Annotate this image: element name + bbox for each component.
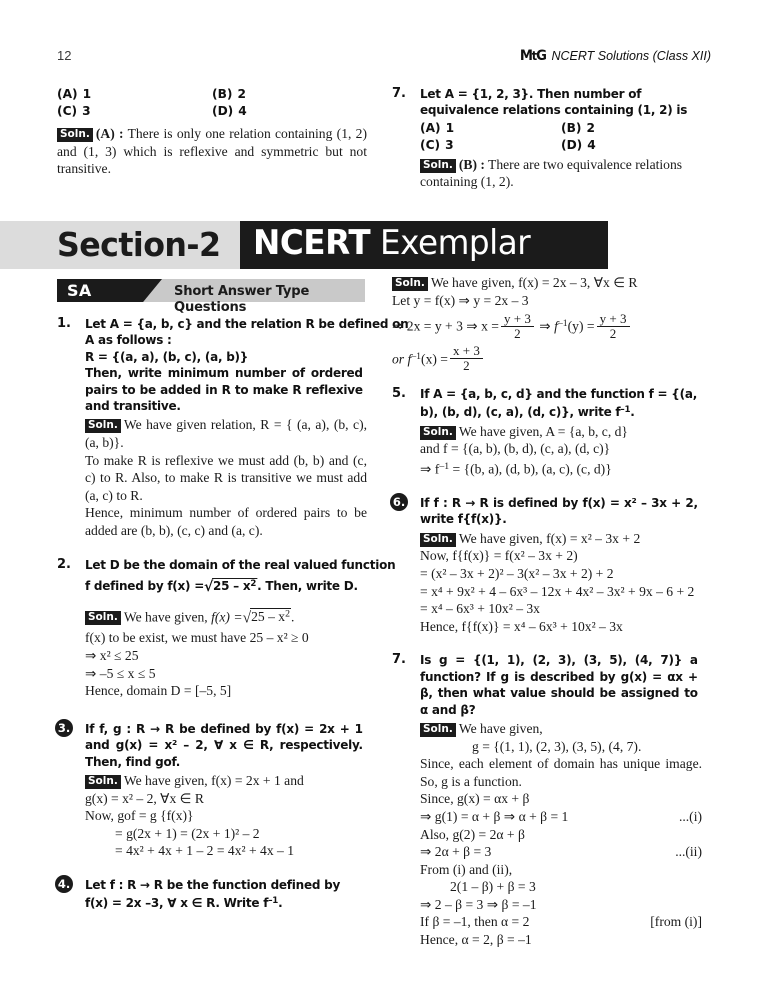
numerator: y + 3: [599, 310, 627, 326]
solution-line: Also, g(2) = 2α + β: [420, 826, 525, 842]
solution-text: We have given,: [123, 609, 208, 625]
equation-ref: ...(i): [678, 808, 702, 824]
exponent: 2: [250, 579, 257, 589]
question-text: If f, g : R → R be defined by f(x) = 2x + 1 and g(x) = x² – 2, ∀ x ∈ R, respectively. Then, find gof.: [85, 721, 363, 769]
section-banner: [0, 221, 768, 269]
question-block-7: [392, 652, 702, 948]
option-a[interactable]: (A) 1: [57, 87, 92, 101]
soln-tag: Soln.: [85, 775, 121, 789]
sa-badge: [57, 279, 365, 315]
solution-block: [85, 416, 367, 539]
soln-tag: Soln.: [85, 419, 121, 433]
solution-answer: (A) :: [95, 126, 124, 141]
solution-line: Let y = f(x) ⇒ y = 2x – 3: [392, 292, 529, 308]
solution-block-4: [392, 274, 702, 374]
solution-line: ⇒ –5 ≤ x ≤ 5: [85, 665, 156, 681]
question-block-3: [57, 721, 367, 860]
fraction: [450, 344, 483, 373]
radicand: 25 – x: [213, 578, 251, 593]
option-c[interactable]: (C) 3: [420, 137, 454, 152]
sa-badge-code: SA: [67, 281, 92, 300]
question-number-badge: 3.: [55, 719, 73, 737]
section-title-light: Exemplar: [380, 223, 531, 263]
soln-tag: Soln.: [85, 611, 121, 625]
fraction: [501, 312, 534, 341]
option-a[interactable]: (A) 1: [420, 120, 455, 135]
solution-line: ⇒ g(1) = α + β ⇒ α + β = 1 ...(i): [420, 808, 702, 824]
question-number: 7.: [392, 652, 406, 668]
question-text: Is g = {(1, 1), (2, 3), (3, 5), (4, 7)} a function? If g is described by g(x) = αx + β, then what value should be assigned to α and β?: [420, 653, 698, 717]
solution-line: To make R is reflexive we must add (b, b) and (c, c) to R. Also, to make R is transitive we must add (a, c) to R.: [85, 452, 367, 503]
solution-block: [420, 530, 702, 636]
question-block-1: [57, 316, 409, 540]
solution-answer: (B) :: [458, 156, 485, 172]
solution-line: ⇒ 2 – β = 3 ⇒ β = –1: [420, 896, 537, 912]
numerator: y + 3: [503, 310, 531, 326]
solution-line: We have given relation, R = { (a, a), (b, c), (a, b)}.: [85, 417, 367, 451]
mcq-options: [420, 120, 702, 154]
solution-line: = x⁴ – 6x³ + 10x² – 3x: [420, 601, 540, 617]
solution-line: [420, 423, 702, 441]
solution-line: Hence, α = 2, β = –1: [420, 932, 532, 948]
soln-tag: Soln.: [57, 128, 93, 142]
radical-icon: $√25 - x^2$: [242, 608, 290, 627]
solution-line: g(x) = x² – 2, ∀x ∈ R: [85, 790, 204, 806]
solution-text: We have given,: [458, 720, 543, 736]
solution-line: = (x² – 3x + 2)² – 3(x² – 3x + 2) + 2: [420, 565, 614, 581]
soln-tag: Soln.: [420, 159, 456, 173]
denominator: 2: [597, 326, 630, 341]
solution-line: Now, f{f(x)} = f(x² – 3x + 2): [420, 548, 578, 564]
soln-tag: Soln.: [420, 723, 456, 737]
solution-block: [85, 604, 367, 700]
solution-line: g = {(1, 1), (2, 3), (3, 5), (4, 7).: [472, 738, 642, 754]
equation-ref: ...(ii): [675, 844, 702, 860]
solution-line: ⇒ 2x = y + 3 ⇒ x = $\frac{y + 3}{2}$ ⇒ $f^{-1}(y)$ = $\frac{y + 3}{2}$: [392, 309, 702, 341]
solution-line: [420, 530, 702, 548]
option-b[interactable]: (B) 2: [212, 87, 246, 101]
option-row: [420, 120, 702, 137]
question-block-4: [57, 877, 367, 912]
fraction: [597, 312, 630, 341]
solution-line: From (i) and (ii),: [420, 861, 513, 877]
page-number: 12: [57, 48, 72, 63]
question-text: [85, 557, 396, 598]
solution-line: = 4x² + 4x + 1 – 2 = 4x² + 4x – 1: [115, 843, 295, 859]
question-block-5: [392, 386, 702, 478]
solution-text: We have given, f(x) = 2x – 3, ∀x ∈ R: [430, 275, 638, 290]
formula-rhs: . Then, write D.: [257, 578, 358, 593]
exponent: –1: [620, 405, 631, 416]
option-d[interactable]: (D) 4: [212, 104, 247, 118]
left-column-continuation: [57, 86, 367, 178]
question-text: If f : R → R is defined by f(x) = x² – 3x + 2, write f{f(x)}.: [420, 495, 698, 527]
page-header: [57, 48, 711, 66]
question-number: 2.: [57, 556, 71, 572]
solution-line: or $f^{-1}(x)$ = $\frac{x + 3}{2}$: [392, 342, 702, 374]
mcq-options-continued: [57, 86, 367, 120]
numerator: x + 3: [452, 343, 480, 359]
solution-line: = x⁴ + 9x² + 4 – 6x³ – 12x + 4x² – 3x² + 9x – 6 + 2: [420, 583, 695, 599]
option-row: [420, 137, 702, 154]
mtg-logo-icon: MtG: [519, 48, 546, 64]
question-line: R = {(a, a), (b, c), (a, b)}: [85, 349, 249, 364]
option-row: [57, 86, 367, 103]
radical-icon: $√25 - x^2$: [204, 578, 257, 595]
denominator: 2: [501, 326, 534, 341]
solution-line: Hence, domain D = [–5, 5]: [85, 683, 232, 699]
section-label: Section-2: [57, 225, 221, 264]
section-title: [253, 223, 530, 263]
solution-line: Hence, f{f(x)} = x⁴ – 6x³ + 10x² – 3x: [420, 618, 623, 634]
solution-line: ⇒ x² ≤ 25: [85, 648, 139, 663]
solution-line: [392, 274, 702, 292]
equation-ref: [from (i)]: [650, 914, 702, 930]
exponent: 2: [285, 608, 290, 620]
solution-text: There are two equivalence relations containing (1, 2).: [420, 156, 683, 190]
question-number: 7.: [392, 86, 406, 101]
option-c[interactable]: (C) 3: [57, 104, 91, 118]
solution-line: Now, gof = g {f(x)}: [85, 808, 194, 824]
formula-lhs: f(x) =: [211, 609, 243, 625]
question-line-formula: [85, 573, 363, 598]
solution-block: [420, 423, 702, 478]
solution-line: f(x) to be exist, we must have 25 – x² ≥ 0: [85, 630, 309, 646]
solution-block: [57, 125, 367, 178]
solution-line: If β = –1, then α = 2 [from (i)]: [420, 914, 702, 930]
exponent: –1: [268, 896, 279, 907]
question-line: Let A = {a, b, c} and the relation R be defined on: [85, 317, 409, 331]
soln-tag: Soln.: [420, 533, 456, 547]
question-block-6: [392, 495, 702, 635]
formula-lhs: f defined by f(x) =: [85, 578, 205, 593]
exponent: –1: [439, 460, 450, 472]
header-title: NCERT Solutions (Class XII): [551, 49, 711, 63]
question-line: f(x) = 2x –3, ∀ x ∈ R. Write $f^{-1}$.: [85, 896, 283, 911]
solution-block: [85, 772, 367, 860]
solution-line: ⇒ $f^{-1} = \{(b$, a), (d, b), (a, c), (c, d)}: [420, 460, 612, 477]
solution-block: [420, 720, 702, 949]
solution-line: Since, g(x) = αx + β: [420, 791, 530, 807]
section-title-bold: NCERT: [253, 223, 371, 263]
radicand: 25 – x: [251, 609, 286, 625]
question-number-badge: 4.: [55, 875, 73, 893]
question-number-badge: 6.: [390, 493, 408, 511]
solution-text: There is only one relation containing (1, 2) and (1, 3) which is reflexive and symmetric but not transitive.: [57, 126, 368, 177]
question-line: Let D be the domain of the real valued function: [85, 557, 396, 572]
right-column-body: [392, 272, 702, 958]
solution-line: = g(2x + 1) = (2x + 1)² – 2: [115, 825, 260, 841]
header-branding: [519, 48, 711, 64]
denominator: 2: [450, 358, 483, 373]
question-block-2: [57, 556, 396, 700]
solution-text: We have given, A = {a, b, c, d}: [458, 423, 628, 439]
exponent: –1: [557, 318, 568, 330]
solution-line: We have given, f(x) = 2x + 1 and: [123, 773, 304, 788]
solution-line: Hence, minimum number of ordered pairs to be added are (b, b), (c, c) and (a, c).: [85, 505, 367, 538]
solution-line: Soln. We have given, $f(x) =√25 - x^2$.: [85, 604, 367, 630]
question-block-prev-7: [392, 86, 702, 191]
left-column-body: [57, 316, 409, 921]
question-line: A as follows :: [85, 333, 172, 348]
question-number: 1.: [57, 316, 71, 331]
question-text: [85, 316, 409, 414]
question-line: Let f : R → R be the function defined by: [85, 877, 341, 892]
soln-tag: Soln.: [420, 426, 456, 440]
solution-line: Since, each element of domain has unique image. So, g is a function.: [420, 756, 702, 789]
soln-tag: Soln.: [392, 277, 428, 291]
solution-block: [420, 156, 702, 191]
option-b[interactable]: (B) 2: [561, 120, 595, 135]
solution-line: [420, 720, 702, 738]
right-column-continuation: [392, 86, 702, 200]
solution-line: 2(1 – β) + β = 3: [450, 879, 536, 895]
solution-line: ⇒ 2α + β = 3 ...(ii): [420, 844, 702, 860]
solution-line: and f = {(a, b), (b, d), (c, a), (d, c)}: [420, 441, 611, 457]
option-row: [57, 103, 367, 120]
question-text: [85, 877, 363, 912]
question-text: If A = {a, b, c, d} and the function f = {(a, b), (b, d), (c, a), (d, c)}, write $f^{-1}$.: [420, 387, 698, 420]
exponent: –1: [411, 350, 422, 362]
question-text: Let A = {1, 2, 3}. Then number of equivalence relations containing (1, 2) is: [420, 87, 688, 118]
question-line: Then, write minimum number of ordered pairs to be added in R to make R reflexive and transitive.: [85, 366, 363, 414]
question-number: 5.: [392, 386, 406, 401]
solution-text: We have given, f(x) = x² – 3x + 2: [458, 530, 641, 546]
option-d[interactable]: (D) 4: [561, 137, 596, 152]
sa-badge-title: Short Answer Type Questions: [174, 283, 310, 315]
